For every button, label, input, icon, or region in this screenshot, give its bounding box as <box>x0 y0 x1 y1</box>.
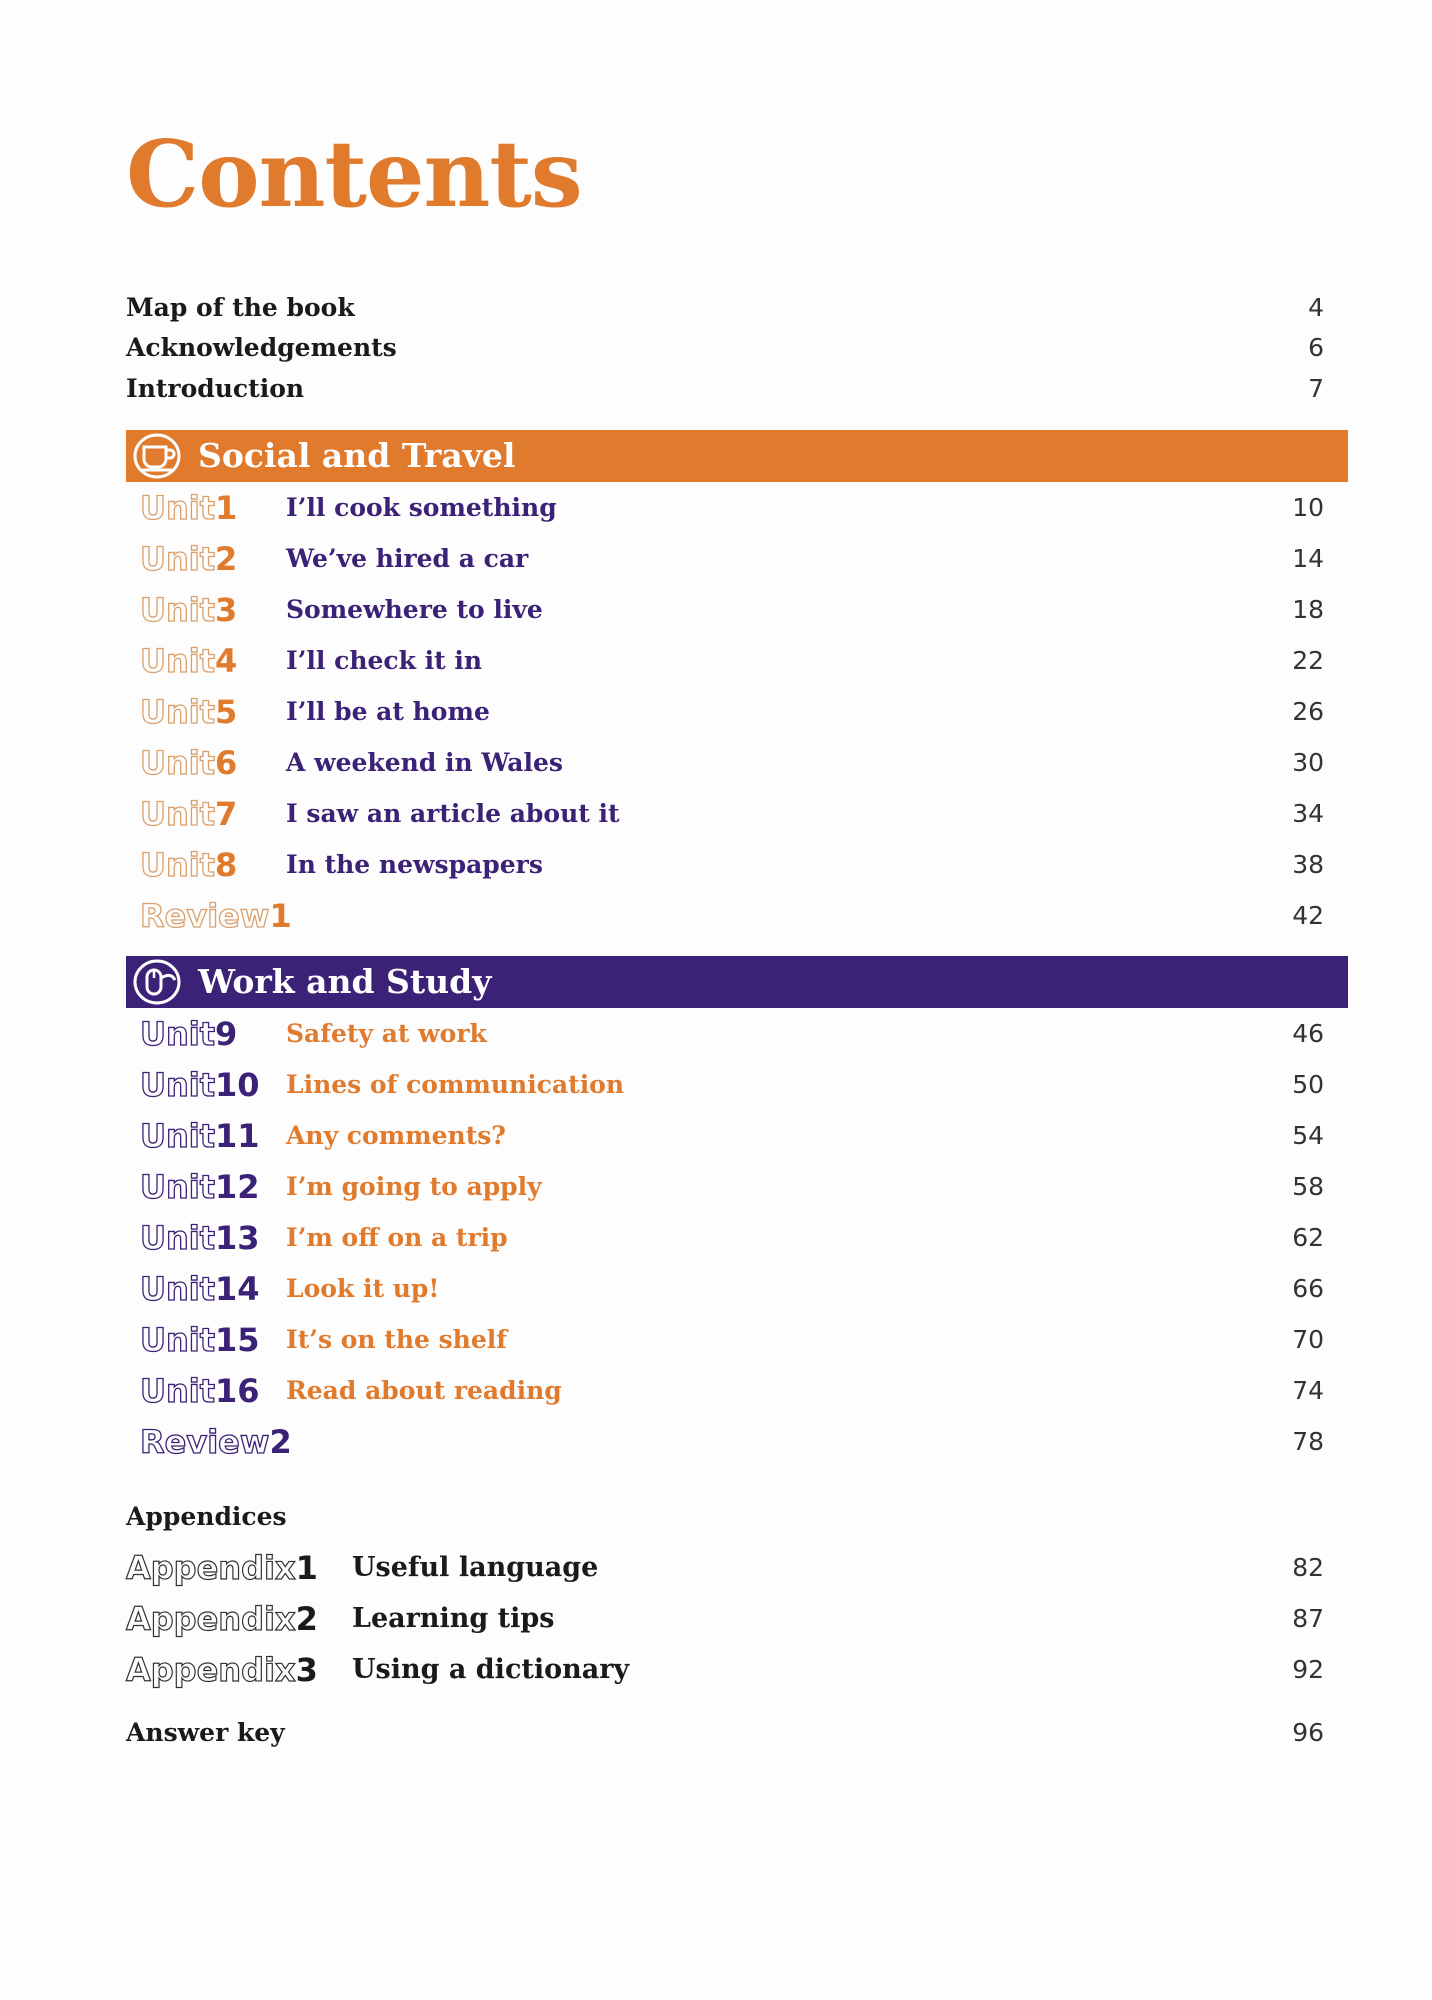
unit-label: Unit8 <box>140 846 238 884</box>
unit-11-entry[interactable] <box>140 1113 1348 1159</box>
unit-title: Lines of communication <box>286 1070 625 1099</box>
unit-title: We’ve hired a car <box>286 544 529 573</box>
toc-entry-map[interactable] <box>126 288 1348 328</box>
review-1-entry[interactable] <box>140 893 1348 939</box>
unit-12-entry[interactable] <box>140 1164 1348 1210</box>
unit-title: Any comments? <box>286 1121 506 1150</box>
section-header-social-travel <box>126 430 1348 482</box>
unit-title: It’s on the shelf <box>286 1325 508 1354</box>
unit-label: Unit4 <box>140 642 238 680</box>
toc-entry-page: 6 <box>1308 333 1324 362</box>
unit-label: Unit9 <box>140 1015 238 1053</box>
unit-page: 66 <box>1292 1274 1324 1303</box>
unit-label: Unit1 <box>140 489 238 527</box>
unit-label: Unit6 <box>140 744 238 782</box>
unit-label: Unit14 <box>140 1270 260 1308</box>
cup-icon <box>132 432 182 480</box>
toc-entry-page: 7 <box>1308 374 1324 403</box>
unit-6-entry[interactable] <box>140 740 1348 786</box>
review-label: Review1 <box>140 897 292 935</box>
unit-page: 50 <box>1292 1070 1324 1099</box>
appendices-heading-label: Appendices <box>126 1502 287 1531</box>
toc-entry-label: Introduction <box>126 374 305 403</box>
appendix-page: 87 <box>1292 1604 1324 1633</box>
unit-14-entry[interactable] <box>140 1266 1348 1312</box>
unit-page: 30 <box>1292 748 1324 777</box>
unit-page: 18 <box>1292 595 1324 624</box>
unit-16-entry[interactable] <box>140 1368 1348 1414</box>
unit-page: 38 <box>1292 850 1324 879</box>
appendix-title: Using a dictionary <box>352 1654 630 1685</box>
unit-title: Read about reading <box>286 1376 562 1405</box>
toc-entry-introduction[interactable] <box>126 369 1348 409</box>
unit-3-entry[interactable] <box>140 587 1348 633</box>
appendix-3-entry[interactable] <box>126 1647 1348 1693</box>
unit-page: 58 <box>1292 1172 1324 1201</box>
unit-title: I’ll be at home <box>286 697 490 726</box>
unit-label: Unit13 <box>140 1219 260 1257</box>
unit-page: 14 <box>1292 544 1324 573</box>
unit-title: I’m going to apply <box>286 1172 542 1201</box>
unit-label: Unit12 <box>140 1168 260 1206</box>
review-label: Review2 <box>140 1423 292 1461</box>
unit-title: I’ll check it in <box>286 646 483 675</box>
review-page: 42 <box>1292 901 1324 930</box>
appendices-heading <box>126 1497 1348 1537</box>
toc-entry-label: Answer key <box>126 1718 285 1747</box>
unit-10-entry[interactable] <box>140 1062 1348 1108</box>
section-title: Social and Travel <box>198 436 516 475</box>
unit-page: 74 <box>1292 1376 1324 1405</box>
unit-page: 70 <box>1292 1325 1324 1354</box>
toc-entry-acknowledgements[interactable] <box>126 328 1348 368</box>
unit-page: 10 <box>1292 493 1324 522</box>
unit-label: Unit7 <box>140 795 238 833</box>
appendix-title: Learning tips <box>352 1603 555 1634</box>
unit-page: 62 <box>1292 1223 1324 1252</box>
unit-13-entry[interactable] <box>140 1215 1348 1261</box>
appendix-title: Useful language <box>352 1552 599 1583</box>
appendix-label: Appendix2 <box>126 1600 318 1638</box>
unit-label: Unit3 <box>140 591 238 629</box>
unit-9-entry[interactable] <box>140 1011 1348 1057</box>
section-title: Work and Study <box>198 962 492 1001</box>
review-page: 78 <box>1292 1427 1324 1456</box>
toc-entry-answer-key[interactable] <box>126 1713 1348 1753</box>
unit-4-entry[interactable] <box>140 638 1348 684</box>
unit-label: Unit15 <box>140 1321 260 1359</box>
unit-title: In the newspapers <box>286 850 543 879</box>
mouse-icon <box>132 958 182 1006</box>
unit-title: Somewhere to live <box>286 595 543 624</box>
toc-entry-label: Acknowledgements <box>126 333 397 362</box>
unit-page: 34 <box>1292 799 1324 828</box>
unit-title: I’ll cook something <box>286 493 557 522</box>
unit-title: I saw an article about it <box>286 799 620 828</box>
unit-5-entry[interactable] <box>140 689 1348 735</box>
unit-title: I’m off on a trip <box>286 1223 508 1252</box>
unit-page: 46 <box>1292 1019 1324 1048</box>
unit-page: 22 <box>1292 646 1324 675</box>
page-title: Contents <box>126 120 582 228</box>
unit-page: 26 <box>1292 697 1324 726</box>
unit-8-entry[interactable] <box>140 842 1348 888</box>
toc-entry-page: 4 <box>1308 293 1324 322</box>
unit-2-entry[interactable] <box>140 536 1348 582</box>
unit-title: Look it up! <box>286 1274 440 1303</box>
unit-page: 54 <box>1292 1121 1324 1150</box>
section-header-work-study <box>126 956 1348 1008</box>
unit-label: Unit11 <box>140 1117 260 1155</box>
toc-entry-label: Map of the book <box>126 293 355 322</box>
unit-1-entry[interactable] <box>140 485 1348 531</box>
appendix-1-entry[interactable] <box>126 1545 1348 1591</box>
unit-15-entry[interactable] <box>140 1317 1348 1363</box>
unit-label: Unit16 <box>140 1372 260 1410</box>
appendix-label: Appendix1 <box>126 1549 318 1587</box>
unit-label: Unit10 <box>140 1066 260 1104</box>
unit-label: Unit5 <box>140 693 238 731</box>
appendix-label: Appendix3 <box>126 1651 318 1689</box>
review-2-entry[interactable] <box>140 1419 1348 1465</box>
appendix-page: 92 <box>1292 1655 1324 1684</box>
appendix-page: 82 <box>1292 1553 1324 1582</box>
unit-7-entry[interactable] <box>140 791 1348 837</box>
unit-title: Safety at work <box>286 1019 487 1048</box>
appendix-2-entry[interactable] <box>126 1596 1348 1642</box>
unit-label: Unit2 <box>140 540 238 578</box>
toc-entry-page: 96 <box>1292 1718 1324 1747</box>
unit-title: A weekend in Wales <box>286 748 563 777</box>
